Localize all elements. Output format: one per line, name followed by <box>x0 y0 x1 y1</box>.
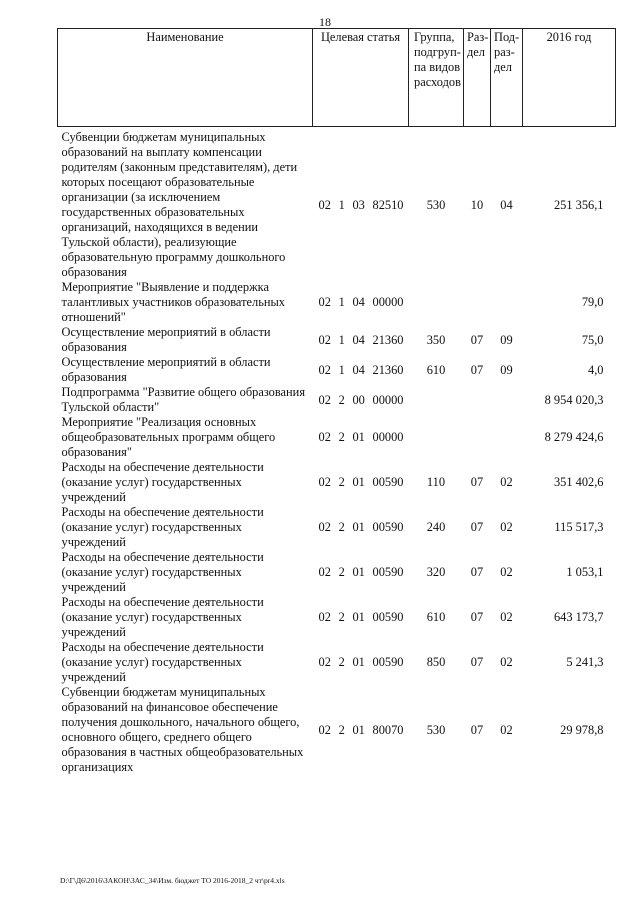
row-name: Подпрограмма "Развитие общего образования Тульской области" <box>61 385 306 414</box>
code-part: 02 <box>318 610 331 624</box>
footer-file-path: D:\Г\Д6\2016\ЗАКОН\ЗАС_34\Изм. бюджет ТО 2016-2018_2 чт\pr4.xls <box>60 876 285 885</box>
row-group: 530 <box>426 722 446 737</box>
row-group <box>409 385 464 415</box>
code-part: 01 <box>352 475 365 489</box>
target-article-code <box>315 565 407 580</box>
table-row <box>58 385 616 415</box>
row-section: 07 <box>470 332 484 347</box>
code-part: 04 <box>352 295 365 309</box>
code-part: 2 <box>338 565 345 579</box>
row-amount: 1 053,1 <box>566 565 604 579</box>
row-target-article <box>313 640 409 685</box>
table-body <box>58 127 616 776</box>
row-name: Осуществление мероприятий в области образования <box>61 325 271 354</box>
row-section: 10 <box>470 197 484 212</box>
row-group: 610 <box>426 610 446 624</box>
code-part: 00590 <box>372 655 404 669</box>
code-part: 03 <box>352 197 365 212</box>
code-part: 00000 <box>372 295 404 309</box>
row-section: 07 <box>470 610 484 624</box>
table-row <box>58 415 616 460</box>
code-part: 80070 <box>372 722 404 737</box>
code-part: 02 <box>318 392 331 407</box>
row-subsection: 02 <box>500 520 513 534</box>
table-row <box>58 460 616 505</box>
code-part: 00 <box>352 392 365 407</box>
row-name: Расходы на обеспечение деятельности (оказание услуг) государственных учреждений <box>61 595 264 639</box>
header-target-article: Целевая статья <box>313 29 409 127</box>
row-name: Осуществление мероприятий в области образования <box>61 355 271 384</box>
row-subsection: 02 <box>500 565 513 579</box>
row-section: 07 <box>470 475 484 489</box>
row-section <box>464 280 491 325</box>
row-name: Расходы на обеспечение деятельности (оказание услуг) государственных учреждений <box>61 460 264 504</box>
target-article-code <box>315 475 407 490</box>
row-name: Мероприятие "Реализация основных общеобразовательных программ общего образования" <box>61 415 276 459</box>
header-group: Группа, подгруп-па видов расходов <box>409 29 464 127</box>
row-group: 610 <box>426 362 446 377</box>
code-part: 02 <box>318 332 331 347</box>
row-name: Субвенции бюджетам муниципальных образований на выплату компенсации родителям (законным представителям), дети которых посещают образовательные организации (за исключением государственных образовательных организаций, находящихся в ведении Тульской области), реализующие образовательную программу дошкольного образования <box>61 130 298 279</box>
code-part: 1 <box>338 295 345 309</box>
code-part: 04 <box>352 332 365 347</box>
table-row <box>58 550 616 595</box>
table-row <box>58 280 616 325</box>
row-section: 07 <box>470 565 484 579</box>
header-section: Раз-дел <box>464 29 491 127</box>
code-part: 02 <box>318 655 331 669</box>
target-article-code <box>315 430 407 445</box>
header-year: 2016 год <box>523 29 616 127</box>
code-part: 1 <box>338 332 345 347</box>
code-part: 01 <box>352 722 365 737</box>
code-part: 00590 <box>372 475 404 489</box>
code-part: 02 <box>318 197 331 212</box>
row-group: 850 <box>426 655 446 669</box>
row-subsection: 02 <box>500 655 513 669</box>
row-section: 07 <box>470 655 484 669</box>
code-part: 2 <box>338 392 345 407</box>
row-amount: 8 279 424,6 <box>544 430 604 444</box>
row-target-article <box>313 595 409 640</box>
code-part: 2 <box>338 610 345 624</box>
code-part: 2 <box>338 722 345 737</box>
table-header <box>58 29 616 127</box>
code-part: 00590 <box>372 520 404 534</box>
code-part: 01 <box>352 565 365 579</box>
target-article-code <box>315 198 407 213</box>
budget-table <box>57 28 616 775</box>
code-part: 04 <box>352 362 365 377</box>
header-name: Наименование <box>58 29 313 127</box>
row-amount: 29 978,8 <box>560 722 604 737</box>
target-article-code <box>315 610 407 625</box>
row-section <box>464 385 491 415</box>
code-part: 1 <box>338 197 345 212</box>
target-article-code <box>315 333 407 348</box>
code-part: 02 <box>318 565 331 579</box>
code-part: 00000 <box>372 430 404 444</box>
row-name: Мероприятие "Выявление и поддержка талантливых участников образовательных отношений" <box>61 280 285 324</box>
target-article-code <box>315 655 407 670</box>
row-amount: 251 356,1 <box>553 197 604 212</box>
code-part: 02 <box>318 295 331 309</box>
row-section <box>464 415 491 460</box>
code-part: 02 <box>318 362 331 377</box>
row-subsection <box>491 415 523 460</box>
code-part: 02 <box>318 520 331 534</box>
target-article-code <box>315 520 407 535</box>
row-amount: 351 402,6 <box>553 475 604 489</box>
row-amount: 79,0 <box>581 295 604 309</box>
code-part: 01 <box>352 655 365 669</box>
code-part: 21360 <box>372 332 404 347</box>
page-number: 18 <box>319 15 331 29</box>
code-part: 02 <box>318 475 331 489</box>
row-target-article <box>313 280 409 325</box>
code-part: 01 <box>352 610 365 624</box>
row-subsection: 02 <box>500 722 513 737</box>
row-name: Субвенции бюджетам муниципальных образований на финансовое обеспечение получения дошкольного, начального общего, основного общего, среднего общего образования в частных общеобразовательных организациях <box>61 685 304 774</box>
header-subsection: Под-раз-дел <box>491 29 523 127</box>
table-row <box>58 505 616 550</box>
table-row <box>58 640 616 685</box>
row-subsection: 04 <box>500 197 513 212</box>
table-row <box>58 127 616 281</box>
row-name: Расходы на обеспечение деятельности (оказание услуг) государственных учреждений <box>61 640 264 684</box>
row-group <box>409 280 464 325</box>
code-part: 82510 <box>372 197 404 212</box>
row-name: Расходы на обеспечение деятельности (оказание услуг) государственных учреждений <box>61 505 264 549</box>
row-subsection: 09 <box>500 332 513 347</box>
row-target-article <box>313 460 409 505</box>
table-row <box>58 355 616 385</box>
row-amount: 4,0 <box>588 362 604 377</box>
row-target-article <box>313 685 409 775</box>
code-part: 2 <box>338 520 345 534</box>
table-row <box>58 595 616 640</box>
row-group: 350 <box>426 332 446 347</box>
code-part: 00000 <box>372 392 404 407</box>
target-article-code <box>315 295 407 310</box>
code-part: 02 <box>318 722 331 737</box>
row-amount: 75,0 <box>581 332 604 347</box>
row-amount: 643 173,7 <box>553 610 604 624</box>
row-target-article <box>313 415 409 460</box>
row-group: 240 <box>426 520 446 534</box>
code-part: 1 <box>338 362 345 377</box>
header-row <box>58 29 616 127</box>
code-part: 2 <box>338 475 345 489</box>
row-target-article <box>313 325 409 355</box>
code-part: 01 <box>352 430 365 444</box>
row-group <box>409 415 464 460</box>
row-amount: 115 517,3 <box>554 520 604 534</box>
row-group: 320 <box>426 565 446 579</box>
row-amount: 8 954 020,3 <box>544 392 604 407</box>
target-article-code <box>315 723 407 738</box>
row-group: 110 <box>426 475 446 489</box>
code-part: 00590 <box>372 565 404 579</box>
row-group: 530 <box>426 197 446 212</box>
table-row <box>58 685 616 775</box>
row-target-article <box>313 355 409 385</box>
code-part: 2 <box>338 430 345 444</box>
row-target-article <box>313 385 409 415</box>
row-target-article <box>313 550 409 595</box>
table-row <box>58 325 616 355</box>
row-section: 07 <box>470 520 484 534</box>
row-section: 07 <box>470 722 484 737</box>
row-subsection: 02 <box>500 610 513 624</box>
row-section: 07 <box>470 362 484 377</box>
code-part: 00590 <box>372 610 404 624</box>
row-amount: 5 241,3 <box>566 655 604 669</box>
code-part: 01 <box>352 520 365 534</box>
row-subsection <box>491 280 523 325</box>
row-target-article <box>313 505 409 550</box>
code-part: 2 <box>338 655 345 669</box>
row-subsection: 02 <box>500 475 513 489</box>
row-subsection: 09 <box>500 362 513 377</box>
row-subsection <box>491 385 523 415</box>
target-article-code <box>315 393 407 408</box>
row-target-article <box>313 127 409 281</box>
code-part: 21360 <box>372 362 404 377</box>
target-article-code <box>315 363 407 378</box>
row-name: Расходы на обеспечение деятельности (оказание услуг) государственных учреждений <box>61 550 264 594</box>
code-part: 02 <box>318 430 331 444</box>
